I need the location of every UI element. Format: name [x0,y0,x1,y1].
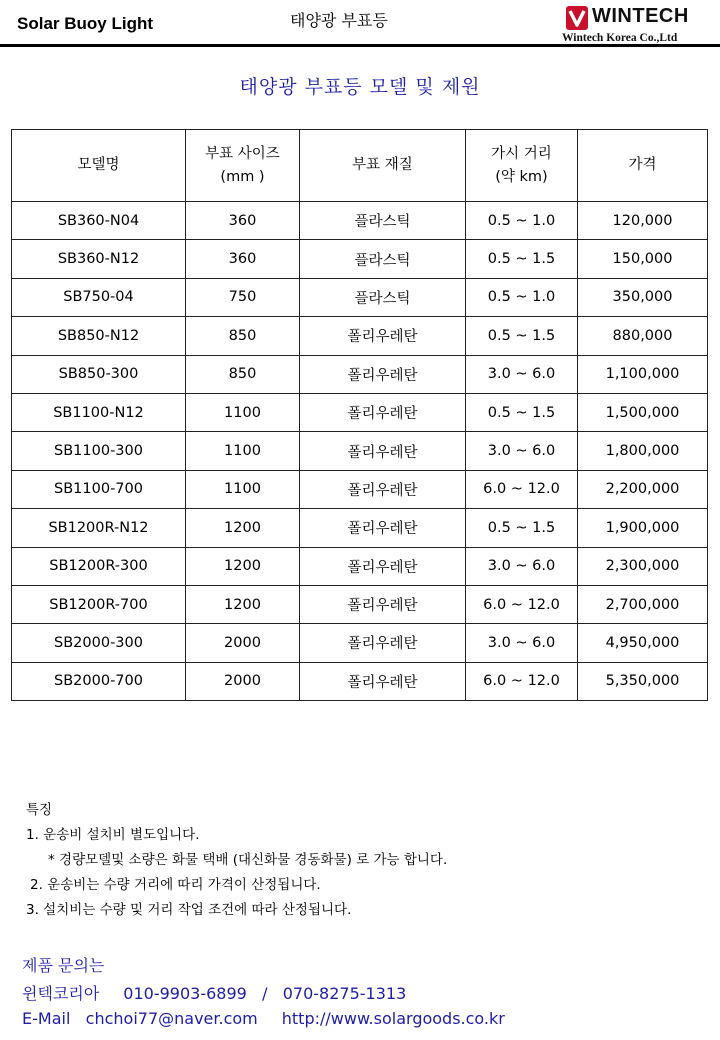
page-header [0,0,720,48]
phone-separator: / [262,984,268,1003]
model-cell: SB1100-300 [12,432,186,470]
header-divider [0,44,720,47]
table-row [12,355,708,393]
model-cell: SB750-04 [12,278,186,316]
table-row [12,278,708,316]
price-cell: 1,500,000 [578,393,708,431]
size-cell: 850 [186,317,300,355]
table-row [12,240,708,278]
phone-number-office[interactable]: 070-8275-1313 [282,984,407,1003]
range-cell: 3.0 ~ 6.0 [466,624,578,662]
size-cell: 850 [186,355,300,393]
spec-table [11,129,708,701]
feature-item: 3. 설치비는 수량 및 거리 작업 조건에 따라 산정됩니다. [26,902,352,918]
price-cell: 880,000 [578,317,708,355]
model-cell: SB1100-N12 [12,393,186,431]
table-row [12,509,708,547]
range-cell: 6.0 ~ 12.0 [466,662,578,700]
table-row [12,202,708,240]
header-product-title: Solar Buoy Light [17,14,153,33]
material-cell: 플라스틱 [300,278,466,316]
price-cell: 4,950,000 [578,624,708,662]
size-cell: 360 [186,202,300,240]
price-cell: 1,900,000 [578,509,708,547]
material-cell: 폴리우레탄 [300,662,466,700]
material-cell: 폴리우레탄 [300,355,466,393]
header-label: 부표 사이즈 [205,145,280,162]
range-cell: 0.5 ~ 1.5 [466,393,578,431]
price-cell: 120,000 [578,202,708,240]
header-unit-label: (mm ) [220,168,265,185]
material-cell: 폴리우레탄 [300,470,466,508]
model-cell: SB360-N04 [12,202,186,240]
size-cell: 1200 [186,547,300,585]
table-row [12,624,708,662]
price-cell: 1,800,000 [578,432,708,470]
size-cell: 2000 [186,662,300,700]
model-cell: SB2000-700 [12,662,186,700]
table-row [12,393,708,431]
contact-heading: 제품 문의는 [22,956,105,975]
price-cell: 1,100,000 [578,355,708,393]
company-logo [562,4,716,48]
model-cell: SB360-N12 [12,240,186,278]
features-heading: 특징 [26,802,53,818]
price-cell: 2,700,000 [578,585,708,623]
range-cell: 0.5 ~ 1.0 [466,278,578,316]
phone-number-mobile[interactable]: 010-9903-6899 [123,984,247,1003]
table-row [12,432,708,470]
material-cell: 폴리우레탄 [300,509,466,547]
material-cell: 폴리우레탄 [300,585,466,623]
table-row [12,317,708,355]
size-cell: 1100 [186,470,300,508]
model-cell: SB850-N12 [12,317,186,355]
price-cell: 2,300,000 [578,547,708,585]
header-label: 가격 [628,157,657,173]
feature-item: 1. 운송비 설치비 별도입니다. [26,827,200,843]
visible-range-header [466,130,578,202]
model-name-header [12,130,186,202]
size-cell: 2000 [186,624,300,662]
range-cell: 3.0 ~ 6.0 [466,547,578,585]
table-row [12,585,708,623]
material-cell: 폴리우레탄 [300,547,466,585]
table-row [12,662,708,700]
table-body [12,202,708,701]
range-cell: 0.5 ~ 1.0 [466,202,578,240]
price-cell: 350,000 [578,278,708,316]
buoy-size-header [186,130,300,202]
size-cell: 360 [186,240,300,278]
material-cell: 폴리우레탄 [300,432,466,470]
table-header-row [12,130,708,202]
feature-sub-item: * 경량모델및 소량은 화물 택배 (대신화물 경동화물) 로 가능 합니다. [48,852,448,868]
range-cell: 6.0 ~ 12.0 [466,585,578,623]
range-cell: 3.0 ~ 6.0 [466,355,578,393]
material-cell: 플라스틱 [300,240,466,278]
company-name: 윈텍코리아 [22,984,100,1003]
range-cell: 6.0 ~ 12.0 [466,470,578,508]
price-header [578,130,708,202]
logo-company-name: Wintech Korea Co.,Ltd [562,32,678,44]
wintech-logo-icon [566,6,588,30]
header-unit-label: (약 km) [495,168,548,185]
price-cell: 2,200,000 [578,470,708,508]
price-cell: 150,000 [578,240,708,278]
range-cell: 3.0 ~ 6.0 [466,432,578,470]
table-row [12,547,708,585]
model-cell: SB1200R-300 [12,547,186,585]
header-center-title: 태양광 부표등 [290,11,388,30]
material-cell: 플라스틱 [300,202,466,240]
contact-web-line [22,1009,505,1028]
page-title: 태양광 부표등 모델 및 제원 [239,76,481,98]
model-cell: SB1200R-700 [12,585,186,623]
model-cell: SB850-300 [12,355,186,393]
website-link[interactable]: http://www.solargoods.co.kr [281,1009,505,1028]
model-cell: SB1200R-N12 [12,509,186,547]
material-cell: 폴리우레탄 [300,317,466,355]
header-label: 부표 재질 [352,157,413,173]
size-cell: 1100 [186,393,300,431]
header-label: 모델명 [77,157,120,173]
logo-wordmark: WINTECH [592,5,689,27]
email-link[interactable]: chchoi77@naver.com [85,1009,258,1028]
size-cell: 1200 [186,509,300,547]
table-row [12,470,708,508]
size-cell: 1200 [186,585,300,623]
range-cell: 0.5 ~ 1.5 [466,509,578,547]
model-cell: SB1100-700 [12,470,186,508]
buoy-material-header [300,130,466,202]
range-cell: 0.5 ~ 1.5 [466,317,578,355]
material-cell: 폴리우레탄 [300,624,466,662]
email-label: E-Mail [22,1009,71,1028]
contact-phone-line [22,981,406,1004]
price-cell: 5,350,000 [578,662,708,700]
feature-item: 2. 운송비는 수량 거리에 따리 가격이 산정됩니다. [30,877,321,893]
material-cell: 폴리우레탄 [300,393,466,431]
header-label: 가시 거리 [491,145,552,162]
size-cell: 1100 [186,432,300,470]
model-cell: SB2000-300 [12,624,186,662]
size-cell: 750 [186,278,300,316]
range-cell: 0.5 ~ 1.5 [466,240,578,278]
